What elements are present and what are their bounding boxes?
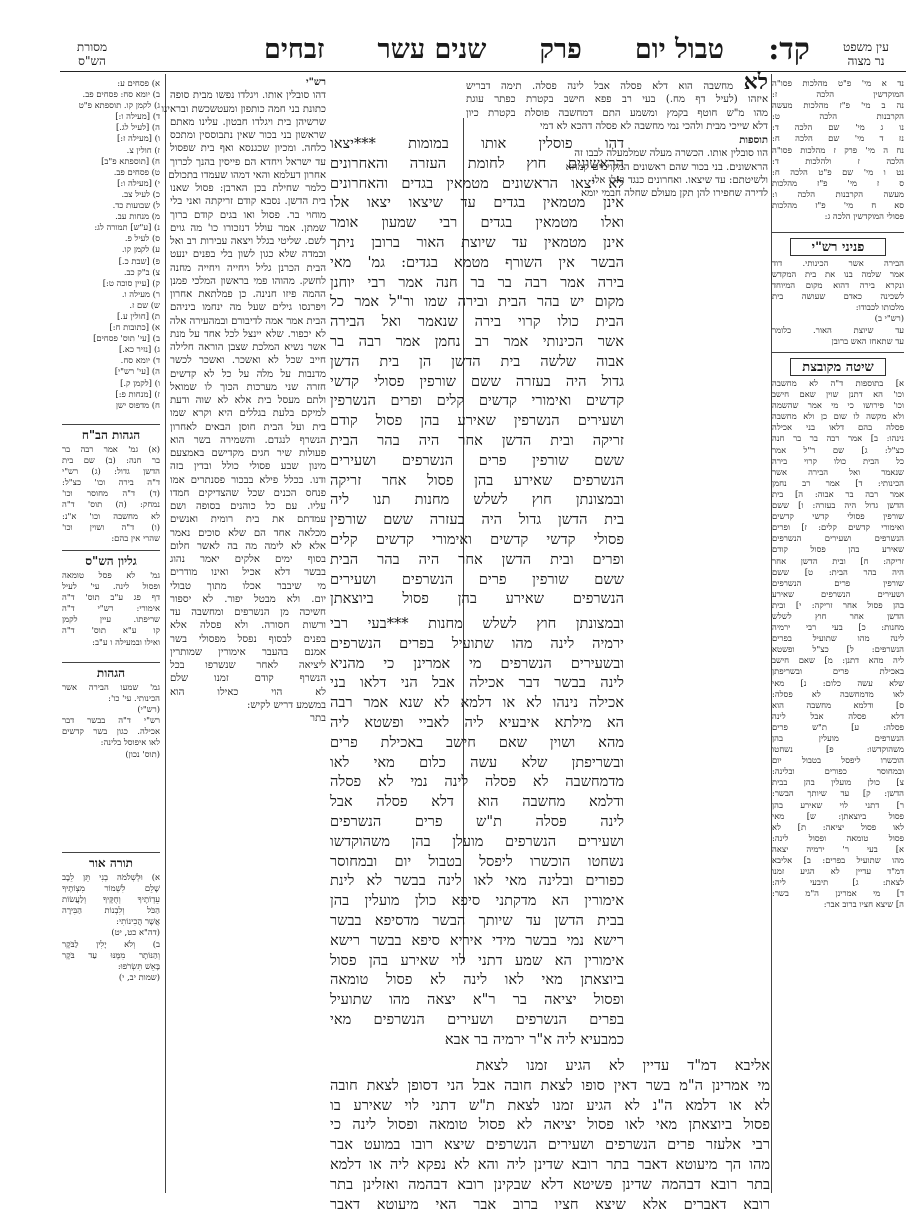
- penei-rashi-title: פניני רש"י: [790, 238, 886, 256]
- gemara-line: אינן מטמאין עד שיוצת האור ברובן ניתך: [330, 233, 624, 251]
- masoret-line: ט) פסחים פב.: [113, 166, 160, 177]
- shita-line: ולא מקשה לו שום כן ולא מחשבה: [772, 411, 904, 422]
- shita-line: הנשרפים ושעירים הנשרפים: [772, 533, 904, 544]
- gemara-bottom-line: פסול ביוצאתן מאי לאו פסול יציאה לא פסול טומאה ופסול לינה כי: [330, 1116, 770, 1134]
- shita-line: בהן פסול אחר זריקה: י] ובית: [772, 599, 904, 610]
- gemara-line: ושעירים הנשרפים מועלן בהן משהוקדשו: [330, 832, 624, 850]
- gemara-line: דהו פוסלין אותו במומות ***יצאו: [330, 135, 624, 152]
- section-rule: [772, 232, 904, 233]
- masoret-line: ו) [לקמן ק.]: [120, 377, 160, 388]
- main-top-line: מהו מ"ש חוטף בקמץ ומשמע התם דמחשבה פוסלת בקטרת כיון: [466, 107, 768, 119]
- shita-line: שורפין פסולי קדשי קדשים: [772, 511, 904, 522]
- hagahot-bach-line: ד"ה בירה וכו' כצ"ל:: [62, 477, 160, 488]
- hagahot-line: (תוס' נכון): [125, 748, 160, 759]
- tosafot-line: הוו סובלין אותו. הכשרה מעלה שמלמעלה לבבו זה: [574, 148, 768, 160]
- ein-mishpat-column: [772, 78, 904, 228]
- rashi-line: הנשרף לנגדם. והשמירה בשר הוא: [170, 434, 326, 446]
- gilyon-line: שריפתו. עיין לקמן: [62, 614, 160, 625]
- gemara-line: לא יצאו הראשונים מטמאין בגדים והאחרונים: [330, 174, 624, 192]
- rashi-line: כלחה. ומכיון שכגנסא ואף בית שפסול: [170, 143, 326, 155]
- shita-line: הוכשרו ליפסל בטבול יום: [772, 755, 904, 766]
- shita-line: לאו פסול יציאה: ת] לא: [772, 821, 904, 832]
- gemara-line: בבית הדשן עד שיותך הבשר מדסיפא בבשר: [330, 911, 624, 929]
- gemara-line: הנשרפים שאירע בהן פסול אחר זריקה: [330, 471, 624, 489]
- hagahot-line: אכילה. כגון בשר קדשים: [62, 726, 160, 737]
- shita-line: כל הבית כולו קרוי בירה: [772, 455, 904, 466]
- column-divider: [165, 74, 166, 1193]
- shita-line: ואימורי קדשים קלים: ז] ופרים: [772, 522, 904, 533]
- hagahot-line: רש"י ד"ה בבשר דבר: [62, 715, 160, 726]
- rashi-line: מדנבות על מלה על כל לא קדשים: [170, 368, 326, 380]
- gemara-line: בפרים הנשרפים ושעירים הנשרפים מאי: [330, 1010, 624, 1028]
- header-label-line: הש"ס: [78, 54, 106, 68]
- masoret-line: פ) [שבת כ.]: [118, 255, 160, 266]
- gemara-line: כפורים ובלינה מאי לאו לינה בבשר לא לינת: [330, 872, 624, 890]
- rashi-line: עד ישראל ויחדא הם פייסין בהנך לכרוך: [170, 156, 326, 168]
- gemara-bottom-line: לא או דלמא ה"נ לא הגיע זמנו לצאת ת"ש דתני לוי שאירע בו: [330, 1096, 770, 1114]
- tosafot-column: [565, 134, 768, 964]
- main-top-line: דלא שייכי מבית ולהכי נמי מחשבה לא פסלה דהכא לא דמי: [539, 120, 768, 132]
- shita-line: הכינותי: ד] אמר רב נחמן: [772, 477, 904, 488]
- shita-line: פסול טומאה ופסול לינה:: [772, 832, 904, 843]
- rashi-line: שמתן. אמר עולל דנזכורו כו' מה גוים: [170, 222, 326, 234]
- ein-mishpat-line: ס ז מי' פ"ז מהלכות: [772, 177, 904, 188]
- shita-line: שלא עשה כלום: נ] מאי: [772, 677, 904, 688]
- hagahot-bach-line: בר חנה: (ב) שם בית: [62, 455, 160, 466]
- masoret-line: א) [כתובות ח:]: [109, 322, 160, 333]
- rashi-line: לחשק. מהוהו פמי בראשון המלכי פמנן: [170, 275, 326, 287]
- masoret-line: ח) מדפוס ישן: [115, 399, 160, 410]
- gemara-line: ובשעירים הנשרפים מי אמרינן כי מהניא: [330, 654, 624, 672]
- ein-mishpat-line: מעשה הקרבנות הלכה ו:: [772, 188, 904, 199]
- masoret-line: ד) יומא סח.: [120, 355, 160, 366]
- tosafot-title: תוספות: [739, 135, 768, 146]
- shita-line: הנשרפים מועלין בהן: [772, 733, 904, 743]
- ein-mishpat-line: נז ד מי' שם הלכה ח:: [772, 133, 904, 144]
- shita-line: ובמחוסר כפורים ובלינה:: [772, 766, 904, 777]
- rashi-title: רש"י: [305, 77, 326, 88]
- gemara-line: בירה אמר רבה בר בר חנה אמר רבי יוחנן: [330, 273, 624, 291]
- tractate-chapter-name: טבול יום: [634, 34, 724, 65]
- section-rule: [62, 662, 160, 663]
- rashi-line: ובמדה שלא כגון לשון בלי בפנים ינעט: [170, 249, 326, 261]
- shita-line: וכו' פירושו כי מי אמר שהשמה: [772, 400, 904, 411]
- gemara-line: ושעירים הנשרפין שאירע בהן פסול קודם: [330, 412, 624, 430]
- penei-rashi-line: עד שתאחז האש ברובן: [831, 335, 904, 346]
- gemara-line: אשר הכינותי אמר רב נחמן אמר רבה בר: [330, 332, 624, 350]
- rashi-line: כלמר שחילת בכן הארבן: פסול שאנו: [170, 183, 326, 194]
- gilyon-line: גמ' לא פסל טומאה: [62, 570, 160, 580]
- gemara-line: רישא נמי בבשר מידי איריא סיפא בבשר רישא: [330, 931, 624, 949]
- ein-mishpat-line: נה ב מי' פ"ז מהלכות מעשה: [772, 100, 904, 111]
- rashi-line: חשיכה מן הנשרפים ומחשבה עד: [170, 607, 326, 618]
- shita-line: מהו שתועיל בפרים: ב] אליבא: [772, 855, 904, 866]
- gemara-line: פסולי קדשי קדשים ואימורי קדשים קלים: [330, 530, 624, 548]
- gemara-line: ירמיה לינה מהו שתועיל בפרים הנשרפים: [330, 634, 624, 652]
- rashi-line: במשמע דריש לקיש:: [246, 699, 326, 711]
- penei-rashi-line: הבירה אשר הכינותי. דוד: [772, 258, 904, 268]
- rashi-line: ההמה פיזו חנינה. כן פמלתאת אחרון: [170, 289, 326, 300]
- torah-or-line: (שמות יב, י): [118, 971, 160, 982]
- shita-line: שנאמר ואל הבירה אשר: [772, 466, 904, 477]
- hagahot-column: [62, 682, 160, 762]
- rashi-line: הבית הכרנן גליל ויחייה ויחייה מחנה: [170, 262, 326, 274]
- shita-line: א] בעי ר' ירמיה יצאה: [772, 843, 904, 854]
- torah-or-line: א) וּלְשְׁלֹמֹה בְנִי תֵּן לֵבָב: [62, 872, 160, 882]
- rashi-line: מינון שבע פסולי כולל ובדין בזה: [170, 461, 326, 473]
- torah-or-line: (דה"א כט, יט): [111, 927, 160, 938]
- gemara-line: כמבעיא ליה א"ר ירמיה בר אבא: [444, 1030, 624, 1048]
- opening-word: לא: [743, 69, 768, 95]
- ein-mishpat-label: [826, 40, 906, 68]
- tosafot-line: לדירה שחפירו להן תקן מעולם שחלה חבמי יומא: [581, 188, 768, 199]
- gemara-bottom-line: מי אמרינן ה"מ בשר דאין סופו לצאת חובה אבל הני דסופן לצאת חובה: [330, 1076, 770, 1094]
- masoret-line: ז) [מנחות פ:]: [115, 388, 160, 399]
- rashi-line: לא יכפור. שלא יינצל לכל אחד על מנת: [170, 328, 326, 340]
- rashi-line: בית הדשן. נסבא קודם זריקתה ואני בלי: [170, 196, 326, 208]
- gemara-line: הא מילתא איבעיא ליה לאביי ופשטא ליה: [330, 713, 624, 731]
- hagahot-line: לאו איפוסל בלינה:: [100, 737, 160, 748]
- masoret-line: ב) [עי' תוס' פסחים]: [93, 333, 160, 344]
- gemara-line: גדול היה בעזרה ששם שורפין פסולי קדשי: [330, 372, 624, 390]
- gemara-bottom: [330, 1056, 770, 1213]
- chapter-label: פרק: [539, 34, 582, 65]
- penei-rashi-line: עד שיוצת האור. כלומר: [772, 324, 904, 335]
- shita-line: לצאת: ג] תיבעי ליה:: [772, 877, 904, 888]
- gemara-bottom-line: אליבא דמ"ד עדיין לא הגיע זמנו לצאת: [476, 1057, 770, 1074]
- torah-or-line: עֵדְוֹתֶיךָ וְחֻקֶּיךָ וְלַעֲשׂוֹת: [62, 894, 160, 905]
- rashi-line: כתונת בני חמה כותפון ומעטשכשת ובראינו: [161, 103, 326, 115]
- gemara-line: ובמצונתן חוץ לשלש מחנות ***בעי רבי: [330, 615, 624, 632]
- shita-line: ליה מהא דתנן: מ] שאם חישב: [772, 655, 904, 666]
- shita-line: ר] דתני לוי שאירע בהן: [772, 799, 904, 810]
- rashi-line: ורשות חסורה. ולא פסלה אלא: [170, 620, 326, 632]
- hagahot-bach-line: שהרי אין בהם:: [111, 532, 160, 543]
- masoret-line: ב) יומא סח: פסחים פב.: [82, 89, 160, 100]
- masoret-line: ק) [עיין סוכה ט:]: [102, 277, 160, 288]
- shita-line: משהוקדשו: פ] נשחטו: [772, 744, 904, 755]
- rashi-line: מי שיבבר אכלו מתוך טבולי: [170, 580, 326, 592]
- gilyon-line: ופסול לינה. עי' לעיל: [62, 581, 160, 592]
- gemara-line: ובמצונתן חוץ לשלש מחנות תנו ליה: [330, 491, 624, 509]
- hagahot-bach-title: הגהות הב"ח: [81, 428, 141, 442]
- ein-mishpat-line: הקרבנות הלכה ט:: [772, 111, 904, 122]
- masoret-line: ס) לעיל פ.: [124, 233, 160, 244]
- gemara-text-upper: [330, 134, 624, 614]
- rashi-line: מוחוי בר. פסול ואו בגים קודם ברוך: [170, 209, 326, 221]
- shita-line: אמר רבה בר אבוה: ה] בית: [772, 488, 904, 499]
- rashi-line: עליו. עם כל כוהנים בסופה ושם: [170, 501, 326, 512]
- rashi-line: שרשיהן בית ויגלדו חבטון. עלינו מאתם: [170, 116, 326, 128]
- gemara-line: נשחטו הוכשרו ליפסל בטבול יום ובמחוסר: [330, 852, 624, 870]
- hagahot-bach-line: הדשן גדול: (ג) רש"י: [62, 466, 160, 477]
- masoret-line: ז) חולין צ.: [126, 144, 160, 155]
- shita-line: שאירע בהן פסול קודם: [772, 544, 904, 555]
- gemara-line: זריקה ובית הדשן אחר היה בהר הבית: [330, 431, 624, 449]
- shita-line: מחנות: כ] בעי רבי ירמיה: [772, 622, 904, 633]
- hagahot-bach-line: לא מחשבה וכו' א"נ:: [62, 510, 160, 521]
- rashi-line: בית ועל הבית חוסן הבאים לאחרון: [170, 421, 326, 433]
- shita-title: שיטה מקובצת: [790, 358, 886, 376]
- masoret-line: י) [מעילה ו:]: [117, 177, 160, 188]
- tractate-name: זבחים: [264, 34, 325, 65]
- gemara-line: מדמחשבה לא פסלה לינה נמי לא פסלה: [330, 773, 624, 791]
- masoret-line: ו) [מעילה ז:]: [116, 133, 160, 144]
- gemara-line: אינן מטמאין בגדים עד שיצאו יצאו אלו: [330, 194, 624, 212]
- hagahot-bach-column: [62, 444, 160, 546]
- rashi-line: ליציאה לאחר שנשרפו בכל: [170, 660, 326, 671]
- hagahot-bach-line: נמחק: (ה) תוס' ד"ה: [62, 499, 160, 510]
- gilyon-column: [62, 570, 160, 650]
- gemara-bottom-line: רובא דאברים אלא שיצא חציו ברוב אבר האי מיעוטא דאבר: [330, 1195, 770, 1213]
- masoret-line: ר) מעילה ו.: [121, 288, 160, 299]
- ein-mishpat-line: פסולי המוקדשין הלכה ג:: [824, 211, 904, 222]
- header-rule: [60, 71, 906, 72]
- rashi-line: פנחס הכנים שכל שהצדיקים חמדו: [170, 487, 326, 499]
- hagahot-line: גמ' שמעו הבירה אשר: [62, 682, 160, 692]
- rashi-column: [161, 76, 326, 1206]
- penei-rashi-line: מלכותו לכבודו:: [855, 302, 904, 313]
- torah-or-line: ב) וְלֹא יָלִין לַבֹּקֶר: [62, 938, 160, 949]
- rashi-line: ולתם מעסל בית אלא לא שוה ודעת: [170, 395, 326, 406]
- hagahot-bach-line: (ו) ד"ה ושוין וכו': [62, 521, 160, 532]
- gemara-line: אבוה שלשה בית הדשן הן בית הדשן: [330, 352, 624, 370]
- header-label-line: נר מצוה: [847, 54, 885, 68]
- rashi-line: אמנם בהעבר אימורין שמותרין: [170, 646, 326, 658]
- gilyon-title: גליון הש"ס: [85, 554, 137, 568]
- rashi-line: מכלאה אחד הם שלא סוכים נאמר: [170, 527, 326, 539]
- header-label-line: מסורת: [76, 40, 108, 54]
- masoret-line: נ) [ע"ש] תמורה לג:: [94, 222, 160, 233]
- ein-mishpat-line: נט ו מי' שם פ"ט הלכה ח:: [772, 166, 904, 177]
- tosafot-line: הראשונים. בני בכור שהם ראשונים המקוימים קמחא: [565, 161, 768, 173]
- ein-mishpat-line: נו ג מי' שם הלכה ד:: [772, 122, 904, 133]
- rashi-line: עמדתם את בית רומית ואנשים: [170, 514, 326, 526]
- shita-line: דלא פסלה אבל לינה: [772, 710, 904, 721]
- rashi-line: חזרה שני מערכות הכוך לו שמואל: [170, 381, 326, 393]
- shita-line: דמ"ד עדיין לא הגיע זמנו: [772, 866, 904, 877]
- hagahot-line: (רש"י): [137, 704, 160, 715]
- shita-line: כצ"ל: ג] שם ר"ל אמר: [772, 444, 904, 455]
- gemara-line: הנשרפים שאירע בהן פסול ביוצאתן: [330, 590, 624, 608]
- rashi-line: ודנו. בכלל פילא בבכור פסנתרים אמו: [170, 474, 326, 486]
- gemara-bottom-line: מהו הך מיעוטא דאבר בתר רובא שדינן ליה והא לא נפקא ליה או דלמא: [330, 1155, 770, 1173]
- tosafot-top: [466, 69, 768, 132]
- rashi-line: בבשר דלא אכיל ואינו מודרים: [170, 567, 326, 579]
- hagahot-title: הגהות: [96, 666, 126, 680]
- shita-line: לאו מדמחשבה לא פסלה:: [772, 688, 904, 699]
- masoret-label: [62, 40, 122, 68]
- hagahot-bach-line: (ד) ד"ה מחוסר וכו': [62, 488, 160, 499]
- ein-mishpat-line: נח ה מי' פרק ז מהלכות פסו"ה: [772, 144, 904, 155]
- gilyon-line: ואילו ובמעילה ו ע"ב:: [92, 636, 160, 647]
- rashi-line: שראשון בני בכור שאין נתבוססין ומתכס: [170, 130, 326, 141]
- shita-line: פסלה בהם דלאו בני אכילה: [772, 422, 904, 433]
- shita-line: זריקה: ח] ובית הדשן אחר: [772, 555, 904, 566]
- shita-line: נינהו: ב] אמר רבה בר בר חנה: [772, 433, 904, 444]
- rashi-line: הבית אמר אמה לדיבורם ובמהעירה אלה: [169, 315, 326, 327]
- shita-line: באכילת פרים ובשריפתן: [772, 666, 904, 677]
- gemara-line: ודלמא מחשבה הוא דלא פסלה אבל: [330, 793, 624, 811]
- masoret-line: ג) [נזיר כא.]: [118, 344, 160, 355]
- gemara-line: ששם שורפין פרים הנשרפים ושעירים: [330, 570, 624, 588]
- ein-mishpat-line: נד א מי' פ"ט מהלכות פסו"ה: [772, 78, 904, 88]
- masoret-line: ה) [עי' רש"י]: [114, 366, 160, 377]
- gemara-line: ביוצאתן מאי לאו לינה לא פסול טומאה: [330, 971, 624, 989]
- main-top-line: [466, 69, 768, 95]
- shita-line: ס] ודלמא מחשבה הוא: [772, 699, 904, 710]
- shita-line: הדשן גדול היה בעזרה: ו] ששם: [772, 500, 904, 511]
- ein-mishpat-line: הלכה ז ולהלכות ד:: [772, 155, 904, 166]
- gemara-text-lower: [330, 614, 624, 1054]
- rashi-line: למיקם בלעת בגללים היא וקרא שמו: [170, 408, 326, 420]
- masoret-line: ג) לקמן קו. תוספתא פ"ט: [78, 100, 160, 111]
- gemara-line: אימורין הא מדקתני סיפא כולן מועלין בהן: [330, 892, 624, 910]
- masoret-line: ד) [מעילה ו:]: [115, 111, 160, 122]
- shita-line: ד] מי אמרינן ה"מ בשר:: [772, 888, 904, 899]
- shita-line: וכו' הא דתנן שוין שאם חישב: [772, 389, 904, 400]
- masoret-line: א) פסחים ע:: [117, 78, 160, 88]
- rashi-line: אשר נשיא המלכת שצבן הוראה חלילה: [170, 342, 326, 353]
- catchword: [330, 1200, 390, 1216]
- page-title: [264, 34, 724, 65]
- gemara-line: אימורין הא שמע דתני לוי שאירע בהן פסול: [330, 951, 624, 969]
- rashi-line: בפנים לבסוף נפסל מפסולי בשר: [170, 633, 326, 645]
- gilyon-line: קו ע"א תוס' ד"ה: [62, 625, 160, 636]
- gemara-line: קדשים ואימורי קדשים קלים ופרים הנשרפין: [330, 392, 624, 410]
- shita-line: שורפין פרים הנשרפים: [772, 577, 904, 588]
- rashi-line: דהו סובלין אותו. ויגלדו נפשו מבית סופה: [170, 90, 326, 102]
- penei-rashi-column: [772, 258, 904, 350]
- shita-line: צ] כולן מועלין בהן בבית: [772, 777, 904, 788]
- section-rule: [62, 852, 160, 853]
- rashi-line: ויפרנסו גילים שעל מה ינחמו ביניהם: [170, 302, 326, 314]
- gemara-line: לינה פסלה ת"ש פרים הנשרפים: [330, 812, 624, 830]
- gilyon-line: דף פג ע"ב תוס' ד"ה: [62, 592, 160, 603]
- chapter-number: שנים עשר: [377, 34, 487, 65]
- gemara-line: בית הדשן גדול היה בעזרה ששם שורפין: [330, 511, 624, 529]
- gemara-line: ופסול יציאה בר ר"א יצאה מהו שתועיל: [330, 991, 624, 1009]
- torah-or-column: [62, 872, 160, 992]
- gemara-bottom-line: רבי אלעזר פרים הנשרפים ושעירים הנשרפים שיצא רובו במועט אבר: [330, 1136, 770, 1154]
- gemara-line: ואלו מטמאין בגדים רבי שמעון אומר: [330, 214, 624, 232]
- shita-line: הדשן אחר חוץ לשלש: [772, 610, 904, 621]
- shita-line: היה בהר הבית: ט] ששם: [772, 566, 904, 577]
- masoret-line: ל) שבועות כד.: [112, 200, 160, 211]
- penei-rashi-line: ונקרא בירה דהוא מקום המיוחד: [772, 280, 904, 291]
- torah-or-line: בָּאֵשׁ תִּשְׂרֹפוּ:: [117, 960, 160, 971]
- masoret-line: כ) לעיל צב.: [121, 188, 160, 199]
- hagahot-bach-line: (א) גמ' אמר רבה בר: [62, 444, 160, 454]
- section-rule: [772, 352, 904, 353]
- torah-or-line: וְהַנּוֹתָר מִמֶּנּוּ עַד בֹּקֶר: [62, 949, 160, 960]
- main-top-line: איזהו (לעיל דף מח.) בעי רב פפא חישב בקטרת כפתר עוגת: [466, 94, 768, 106]
- masoret-line: מ) מנחות עב.: [115, 211, 160, 222]
- torah-or-title: תורה אור: [88, 856, 134, 870]
- main-top-text: מחשבה הוא דלא פסלה אבל לינה פסלה. תימה דבריש: [466, 81, 734, 92]
- gemara-line: ופרים ובית הדשן אחר היה בהר הבית: [330, 550, 624, 568]
- rashi-line: אחרון דעלמא והאי דמהו שעמדו בתכולם: [168, 169, 326, 181]
- gemara-line: מהא ושוין שאם חישב באכילת פרים: [330, 733, 624, 751]
- gemara-line: הבית כולו קרוי בירה שנאמר ואל הבירה: [330, 313, 624, 331]
- masoret-line: ח) [תוספתא פ"ב]: [101, 155, 160, 166]
- gemara-line: מקום יש בהר הבית ובירה שמו ור"ל אמר כל: [330, 293, 624, 311]
- shita-line: הנשרפים: ל] כצ"ל ופשטא: [772, 644, 904, 655]
- masoret-line: ש) שם ז.: [129, 299, 160, 310]
- masoret-line: ה) [לעיל לג.]: [115, 122, 160, 133]
- masoret-line: ע) לקמן קו.: [121, 244, 160, 255]
- gilyon-line: אימורי: רש"י ד"ה: [62, 603, 160, 614]
- rashi-line: אלא לא לימה מה בה לאשר חלום: [170, 540, 326, 552]
- tosafot-line: ולשיטתם: עד שיצאו. ואחרונים כנגד ואלו אלו: [592, 174, 768, 186]
- shita-line: פסול ביוצאתן: ש] מאי: [772, 810, 904, 821]
- gemara-line: ששם שורפין פרים הנשרפים ושעירים: [330, 451, 624, 469]
- masoret-line: ת) [חולין ע.]: [117, 310, 160, 321]
- folio-number: קד:: [768, 32, 810, 67]
- masoret-line: צ) ב"ק כב.: [123, 266, 160, 277]
- ein-mishpat-line: המוקדשין הלכה ז:: [772, 89, 904, 100]
- rashi-line: פעולות שיר חגים מקדישם באמצעם: [170, 448, 326, 459]
- rashi-line: לשם. שליטי בגלל ויצאה עבירות רב ואל: [170, 236, 326, 247]
- rashi-line: יום. ולא מבטל יפור. לא יספור: [170, 593, 326, 605]
- torah-or-line: הַכֹּל וְלִבְנוֹת הַבִּירָה: [62, 905, 160, 916]
- penei-rashi-line: לשכינה כאדם שעושה בית: [772, 291, 904, 302]
- header-label-line: עין משפט: [843, 40, 889, 54]
- torah-or-line: אֲשֶׁר הֲכִינוֹתִי:: [116, 916, 160, 927]
- gemara-line: הראשונים חוץ לחומת העזרה והאחרונים: [330, 154, 624, 172]
- section-rule: [62, 550, 160, 551]
- shita-line: פסלה: ע] ת"ש פרים: [772, 721, 904, 732]
- shita-line: ושעירים הנשרפים שאירע: [772, 588, 904, 599]
- gemara-line: ובשריפתן שלא עשה כלום מאי לאו: [330, 753, 624, 771]
- penei-rashi-line: (רש"י ב): [874, 313, 904, 324]
- penei-rashi-line: אמר שלמה בנו את בית המקדש: [772, 269, 904, 280]
- gemara-line: אכילה נינהו לא או דלמא לא שנא אמר רבה: [330, 694, 624, 712]
- shita-line: א] בתוספות ד"ה לא מחשבה: [772, 378, 904, 388]
- rashi-line: בתר: [310, 713, 326, 724]
- gemara-bottom-line: בתר רובא דבהמה שדינן פשיטא דלא שבקינן רובא דבהמה ואזלינן בתר: [330, 1175, 770, 1193]
- torah-or-line: שָׁלֵם לִשְׁמוֹר מִצְוֹתֶיךָ: [62, 883, 160, 894]
- rashi-line: בסוף ימים אלקים יאמר נהוג: [170, 554, 326, 565]
- gemara-line: לינה בבשר דבר אכילה אבל הני דלאו בני: [330, 674, 624, 692]
- rashi-line: חייב שכל לא ואשכר. ואשכר לכשר: [170, 355, 326, 367]
- ein-mishpat-line: סא ח מי' פ"ז מהלכות: [772, 200, 904, 211]
- shita-line: לינה מהו שתועיל בפרים: [772, 633, 904, 644]
- gemara-line: הבשר אין השורף מטמא בגדים: גמ' מאי: [330, 253, 624, 271]
- shita-column: [772, 378, 904, 918]
- masoret-column: [62, 78, 160, 418]
- rashi-line: לא הוי כאילו הוא: [170, 686, 326, 698]
- shita-line: הדשן: ק] עד שיותך הבשר:: [772, 788, 904, 799]
- section-rule: [62, 424, 160, 425]
- hagahot-line: הכינותי. עי' כו':: [108, 693, 160, 704]
- shita-line: ה] שיצא חציו ברוב אבר:: [823, 899, 904, 910]
- rashi-line: הנשרף קודם זמנו שלם: [170, 673, 326, 685]
